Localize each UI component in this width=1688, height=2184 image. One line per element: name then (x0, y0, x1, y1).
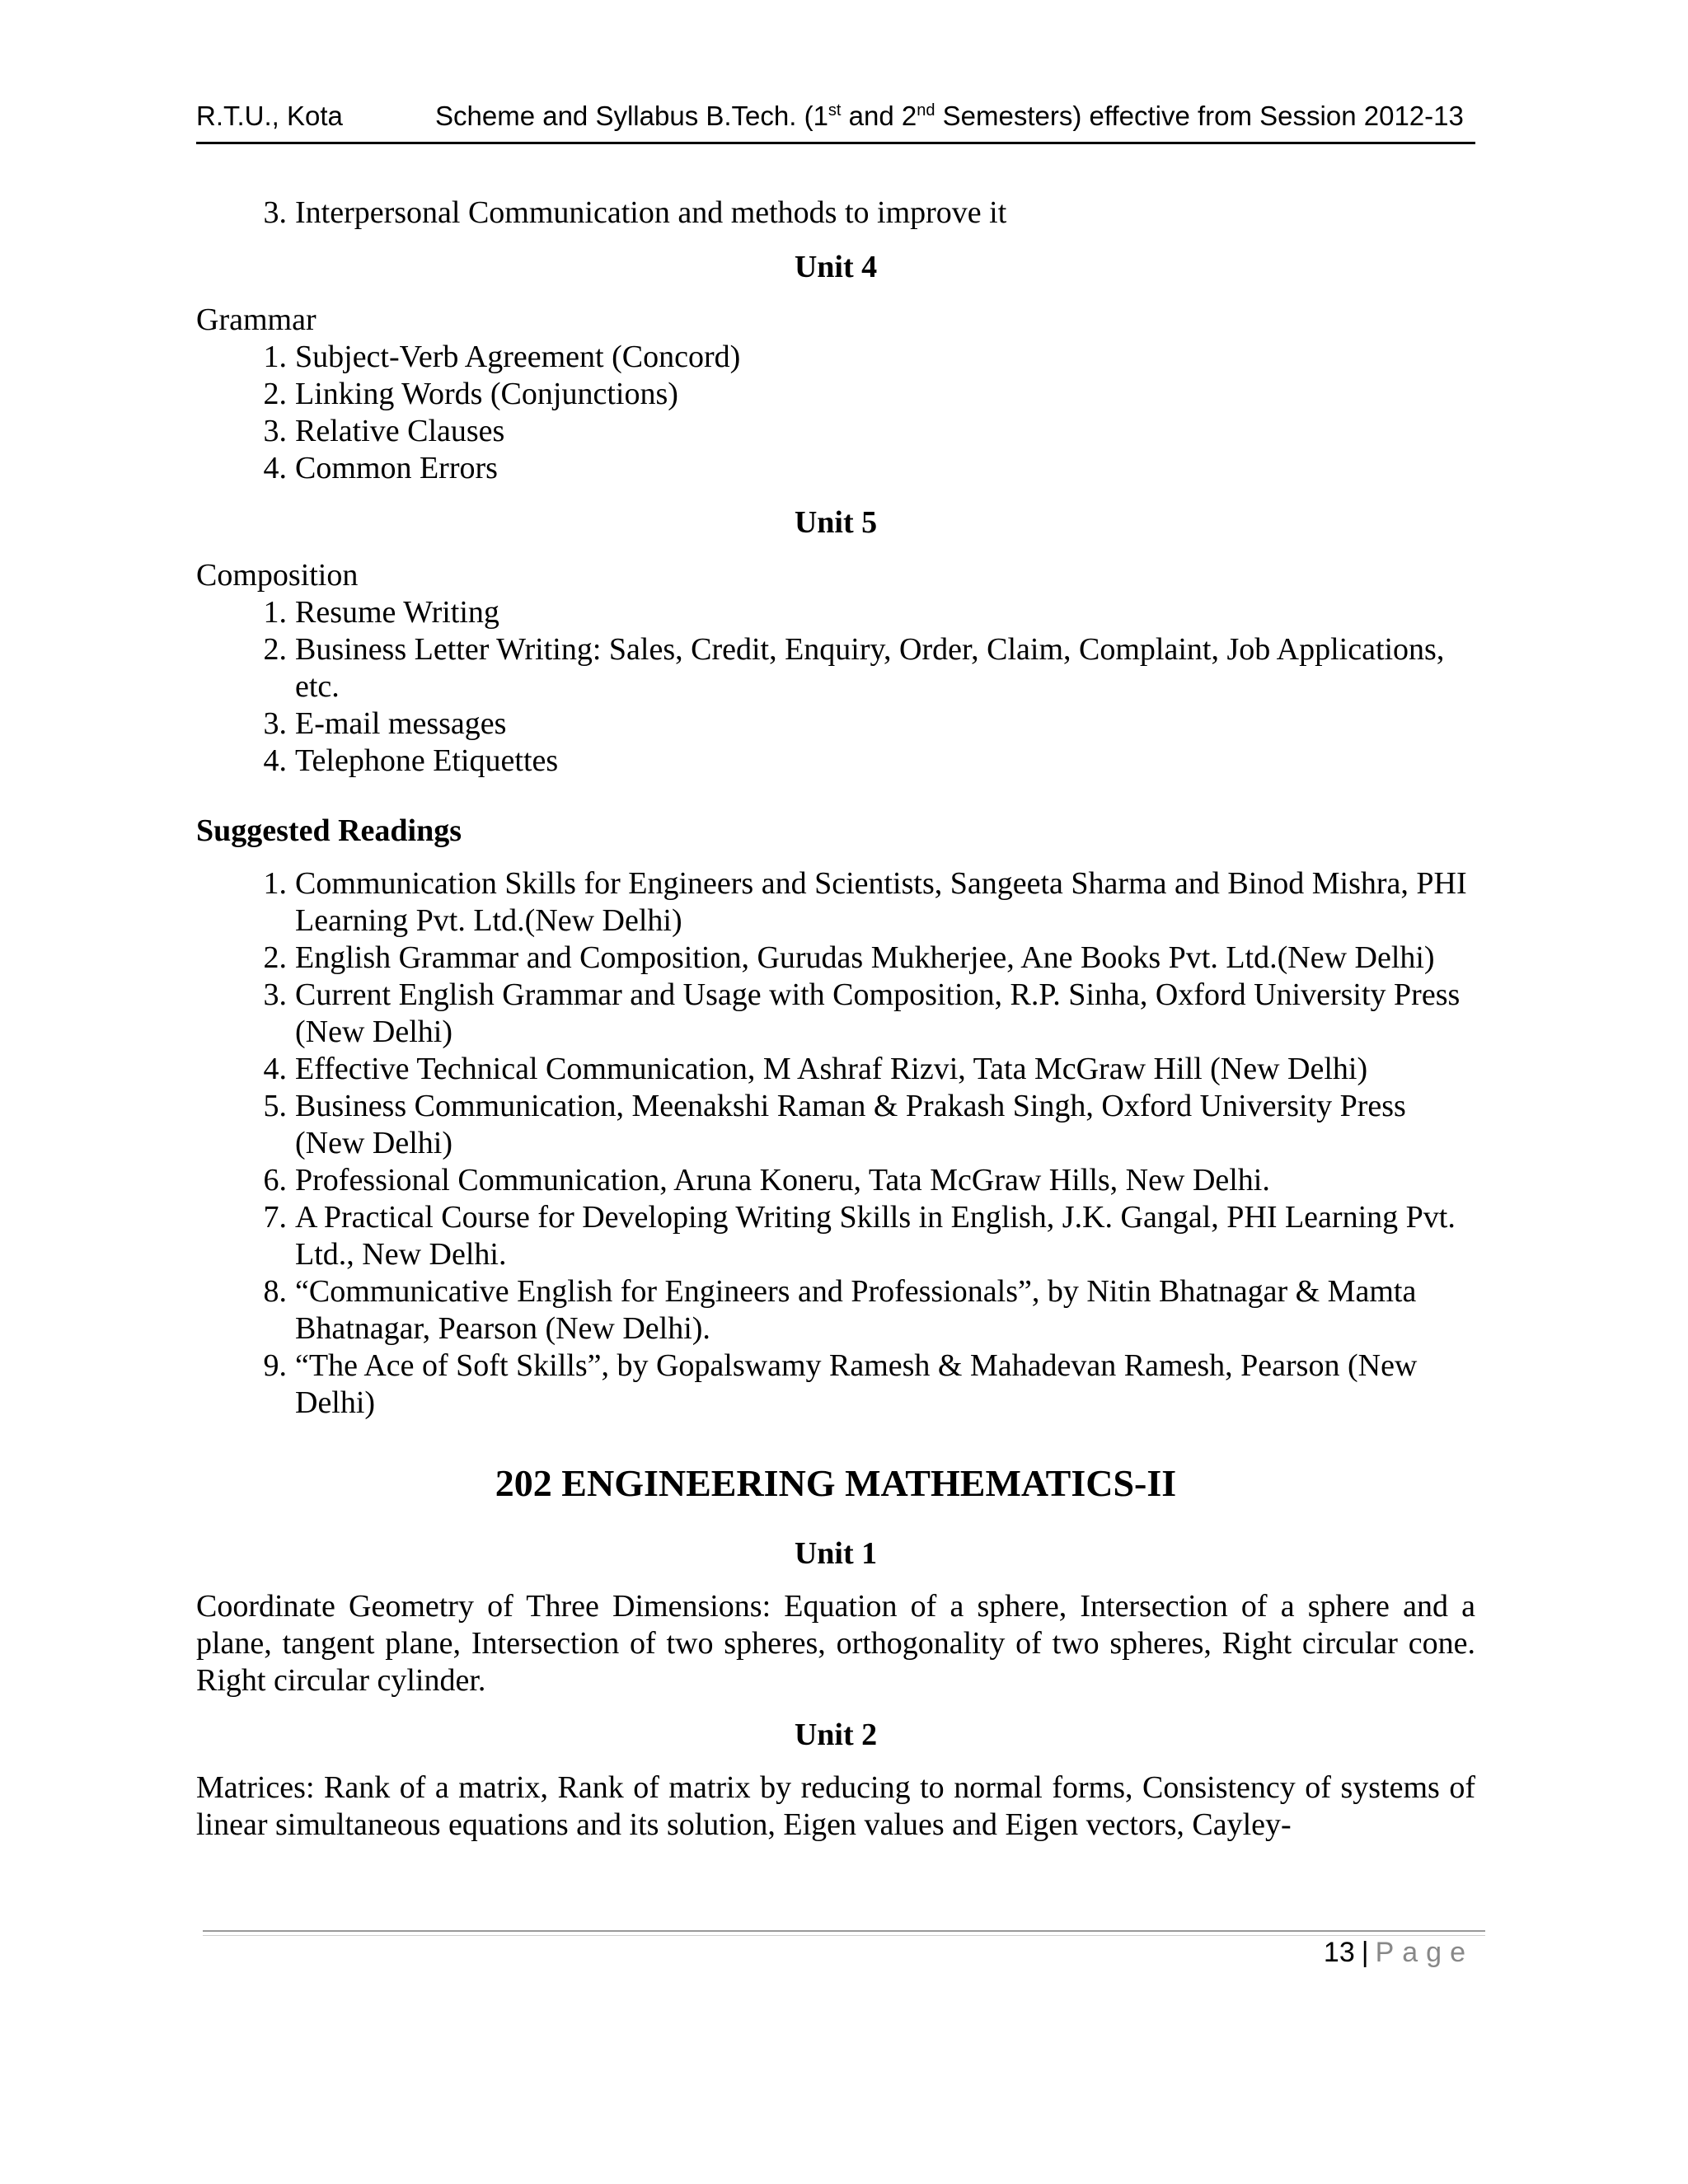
list-item: 5. Business Communication, Meenakshi Raman & Prakash Singh, Oxford University Press (New Delhi) (263, 1089, 1406, 1160)
course-unit-2-text: Matrices: Rank of a matrix, Rank of matrix by reducing to normal forms, Consistency of systems of linear simultaneous equations and its solution, Eigen values and Eigen vectors, Cayley- (196, 1770, 1475, 1842)
list-item: 9. “The Ace of Soft Skills”, by Gopalswamy Ramesh & Mahadevan Ramesh, Pearson (New Delhi) (263, 1348, 1418, 1420)
list-item: 2. Business Letter Writing: Sales, Credit, Enquiry, Order, Claim, Complaint, Job Applications, etc. (263, 632, 1445, 704)
list-item: 4. Effective Technical Communication, M Ashraf Rizvi, Tata McGraw Hill (New Delhi) (263, 1052, 1368, 1086)
list-item: 4. Common Errors (263, 451, 498, 485)
list-item: 3. Interpersonal Communication and methods to improve it (263, 195, 1007, 230)
course-unit-1-heading: Unit 1 (794, 1536, 878, 1571)
readings-list (196, 865, 1475, 1422)
header-institution: R.T.U., Kota (196, 101, 343, 131)
list-item: 6. Professional Communication, Aruna Koneru, Tata McGraw Hills, New Delhi. (263, 1163, 1270, 1197)
suggested-readings-heading: Suggested Readings (196, 813, 462, 848)
page-number: 13 | Page (1323, 1937, 1474, 1968)
course-unit-2-heading: Unit 2 (794, 1718, 878, 1752)
list-item: 1. Communication Skills for Engineers and Scientists, Sangeeta Sharma and Binod Mishra, PHI Learning Pvt. Ltd.(New Delhi) (263, 866, 1467, 938)
course-title: 202 ENGINEERING MATHEMATICS-II (495, 1462, 1177, 1504)
unit-5-heading: Unit 5 (794, 505, 878, 540)
page-label: Page (1375, 1937, 1474, 1968)
unit-4-heading: Unit 4 (794, 250, 878, 284)
list-item: 3. E-mail messages (263, 706, 507, 741)
list-item: 2. Linking Words (Conjunctions) (263, 377, 678, 411)
footer-rule-secondary (203, 1935, 1485, 1936)
page-body (196, 194, 1475, 1844)
page-header (196, 97, 1474, 143)
header-rule (196, 142, 1475, 144)
list-item: 2. English Grammar and Composition, Gurudas Mukherjee, Ane Books Pvt. Ltd.(New Delhi) (263, 940, 1435, 975)
list-item: 8. “Communicative English for Engineers and Professionals”, by Nitin Bhatnagar & Mamta Bhatnagar, Pearson (New Delhi). (263, 1274, 1417, 1346)
list-item: 1. Resume Writing (263, 595, 499, 630)
list-item: 3. Relative Clauses (263, 414, 505, 448)
composition-list (196, 594, 1475, 780)
footer-rule (203, 1930, 1485, 1932)
top-list (196, 194, 1475, 232)
course-unit-1-text: Coordinate Geometry of Three Dimensions: Equation of a sphere, Intersection of a sphere and a plane, tangent plane, Intersection of two spheres, orthogonality of two spheres, Right circular cone. Right circular cylinder. (196, 1589, 1475, 1698)
list-item: 7. A Practical Course for Developing Writing Skills in English, J.K. Gangal, PHI Learning Pvt. Ltd., New Delhi. (263, 1200, 1456, 1272)
grammar-heading: Grammar (196, 302, 316, 337)
grammar-list (196, 339, 1475, 487)
composition-heading: Composition (196, 558, 359, 593)
list-item: 1. Subject-Verb Agreement (Concord) (263, 340, 741, 374)
list-item: 4. Telephone Etiquettes (263, 743, 559, 778)
header-title: Scheme and Syllabus B.Tech. (1st and 2nd Semesters) effective from Session 2012-13 (435, 101, 1464, 131)
list-item: 3. Current English Grammar and Usage with Composition, R.P. Sinha, Oxford University Press (New Delhi) (263, 977, 1461, 1049)
